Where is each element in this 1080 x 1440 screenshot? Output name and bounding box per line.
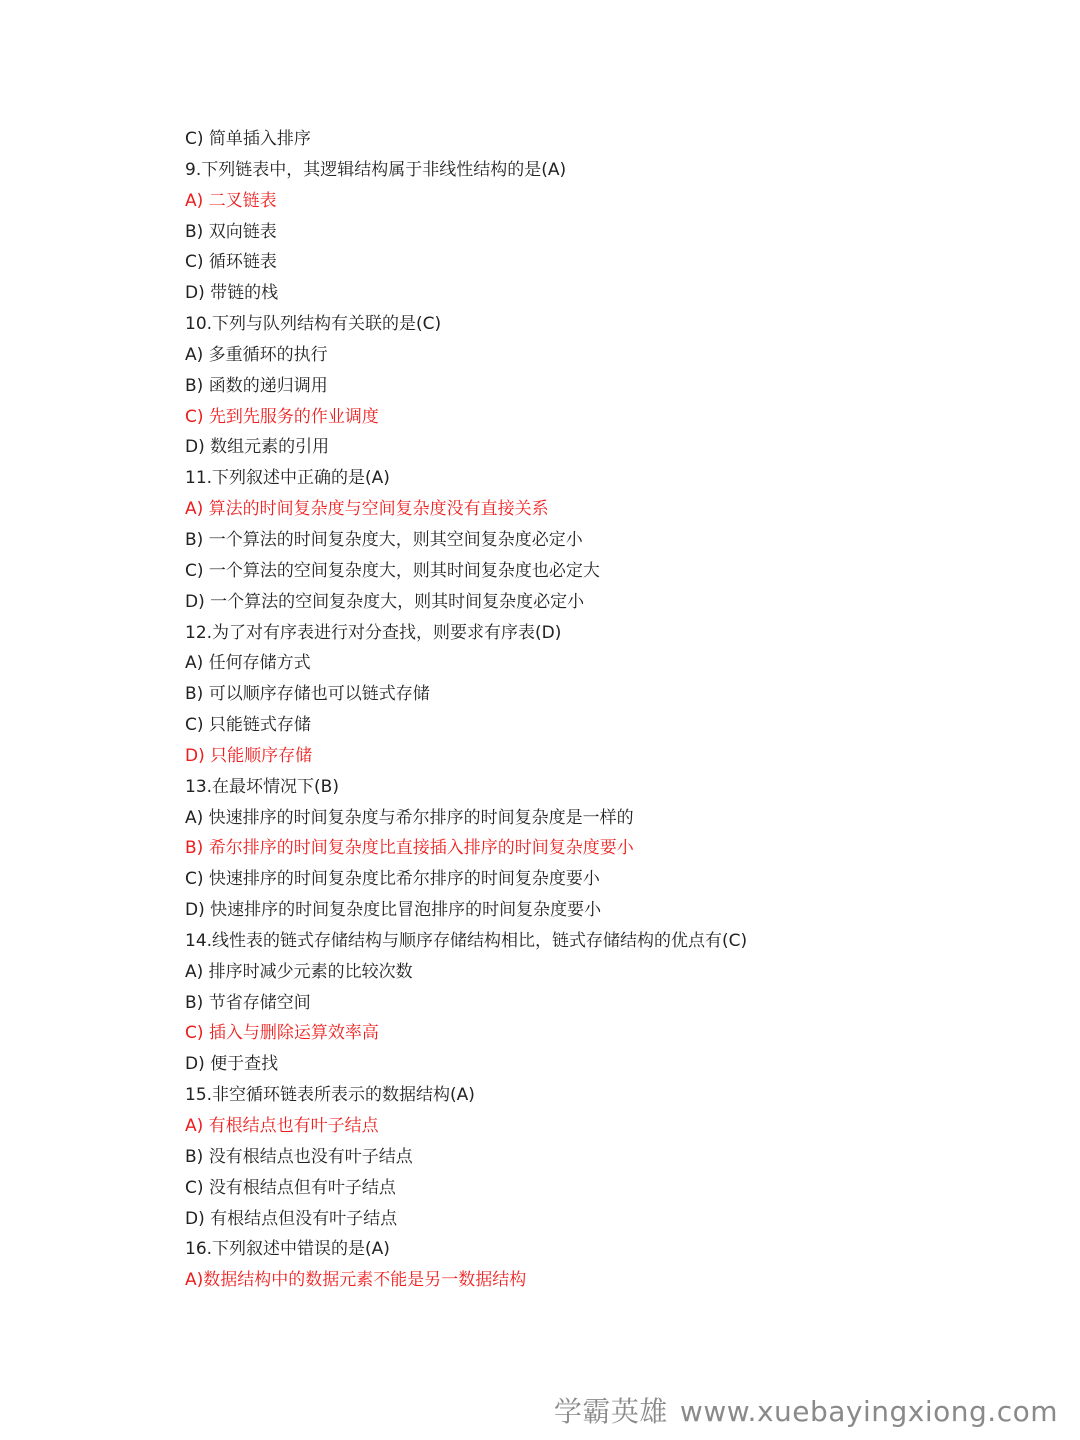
option-line: D) 有根结点但没有叶子结点 <box>185 1208 398 1229</box>
answer-option: A)数据结构中的数据元素不能是另一数据结构 <box>185 1270 527 1291</box>
answer-option: C) 先到先服务的作业调度 <box>185 406 379 427</box>
answer-option: B) 希尔排序的时间复杂度比直接插入排序的时间复杂度要小 <box>185 838 634 859</box>
question-line: 9.下列链表中，其逻辑结构属于非线性结构的是(A) <box>185 159 567 180</box>
option-line: C) 没有根结点但有叶子结点 <box>185 1177 396 1198</box>
option-line: A) 任何存储方式 <box>185 653 311 674</box>
option-line: A) 多重循环的执行 <box>185 344 328 365</box>
watermark-brand: 学霸英雄 <box>553 1395 668 1428</box>
option-line: C) 快速排序的时间复杂度比希尔排序的时间复杂度要小 <box>185 869 600 890</box>
answer-option: C) 插入与删除运算效率高 <box>185 1023 379 1044</box>
question-line: 12.为了对有序表进行对分查找，则要求有序表(D) <box>185 622 562 643</box>
question-line: 15.非空循环链表所表示的数据结构(A) <box>185 1085 475 1106</box>
answer-option: A) 二叉链表 <box>185 190 277 211</box>
option-line: C) 一个算法的空间复杂度大，则其时间复杂度也必定大 <box>185 560 600 581</box>
option-line: B) 节省存储空间 <box>185 992 311 1013</box>
option-line: B) 函数的递归调用 <box>185 375 328 396</box>
option-line: B) 可以顺序存储也可以链式存储 <box>185 684 430 705</box>
watermark-footer <box>554 1390 1058 1430</box>
answer-option: D) 只能顺序存储 <box>185 745 313 766</box>
question-line: 11.下列叙述中正确的是(A) <box>185 468 390 489</box>
option-line: C) 只能链式存储 <box>185 715 311 736</box>
option-line: C) 简单插入排序 <box>185 129 311 149</box>
option-line: D) 便于查找 <box>185 1054 279 1075</box>
option-line: B) 双向链表 <box>185 221 277 242</box>
option-line: A) 排序时减少元素的比较次数 <box>185 961 413 982</box>
question-line: 13.在最坏情况下(B) <box>185 776 339 797</box>
option-line: B) 没有根结点也没有叶子结点 <box>185 1146 413 1167</box>
watermark-url: www.xuebayingxiong.com <box>679 1395 1058 1428</box>
document-body <box>185 124 1045 1296</box>
answer-option: A) 有根结点也有叶子结点 <box>185 1116 379 1136</box>
option-line: D) 一个算法的空间复杂度大，则其时间复杂度必定小 <box>185 591 585 612</box>
question-line: 14.线性表的链式存储结构与顺序存储结构相比，链式存储结构的优点有(C) <box>185 930 748 951</box>
option-line: B) 一个算法的时间复杂度大，则其空间复杂度必定小 <box>185 529 583 550</box>
question-line: 10.下列与队列结构有关联的是(C) <box>185 314 442 335</box>
option-line: D) 数组元素的引用 <box>185 437 330 458</box>
option-line: C) 循环链表 <box>185 252 277 273</box>
option-line: A) 快速排序的时间复杂度与希尔排序的时间复杂度是一样的 <box>185 807 634 828</box>
option-line: D) 快速排序的时间复杂度比冒泡排序的时间复杂度要小 <box>185 900 602 921</box>
option-line: D) 带链的栈 <box>185 283 279 304</box>
question-line: 16.下列叙述中错误的是(A) <box>185 1239 390 1260</box>
answer-option: A) 算法的时间复杂度与空间复杂度没有直接关系 <box>185 499 549 520</box>
